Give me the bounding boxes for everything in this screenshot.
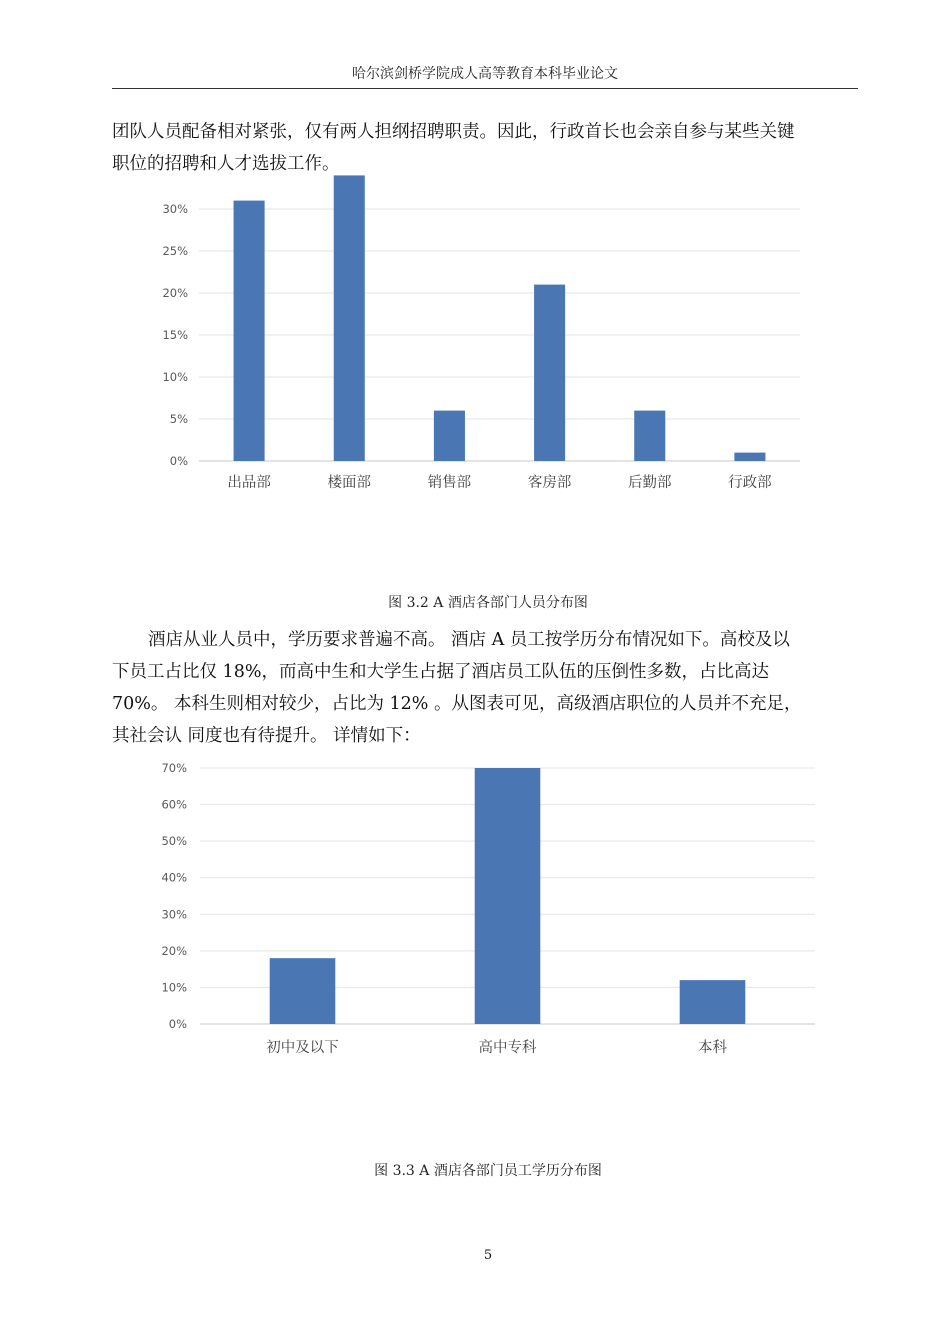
- bar-销售部: [434, 411, 465, 461]
- y-tick-label: 10%: [162, 370, 188, 384]
- paragraph-2-line-4: 其社会认 同度也有待提升。 详情如下：: [112, 726, 421, 746]
- x-category-label: 行政部: [728, 475, 772, 491]
- bar-高中专科: [475, 768, 541, 1024]
- bar-后勤部: [634, 411, 665, 461]
- y-tick-label: 5%: [169, 412, 188, 426]
- y-tick-label: 20%: [161, 943, 187, 958]
- y-tick-label: 0%: [169, 454, 188, 468]
- y-tick-label: 0%: [168, 1017, 187, 1031]
- page-number: 5: [483, 1248, 493, 1263]
- x-category-label: 出品部: [227, 475, 271, 491]
- y-tick-label: 60%: [161, 797, 187, 812]
- x-category-label: 初中及以下: [266, 1040, 339, 1056]
- y-tick-label: 20%: [162, 286, 188, 300]
- bar-楼面部: [334, 175, 365, 461]
- bar-客房部: [534, 285, 565, 461]
- x-category-label: 销售部: [427, 475, 472, 491]
- figure-1-caption: 图 3.2 A 酒店各部门人员分布图: [388, 595, 588, 611]
- header-title: 哈尔滨剑桥学院成人高等教育本科毕业论文: [352, 66, 618, 82]
- paragraph-2-line-2: 下员工占比仅 18%，而高中生和大学生占据了酒店员工队伍的压倒性多数，占比高达: [112, 662, 769, 682]
- y-tick-label: 40%: [161, 870, 187, 885]
- paragraph-1-line-2: 职位的招聘和人才选拔工作。: [112, 154, 340, 174]
- x-category-label: 后勤部: [628, 475, 672, 491]
- paragraph-2-line-1: 酒店从业人员中，学历要求普遍不高。 酒店 A 员工按学历分布情况如下。高校及以: [148, 630, 790, 650]
- x-category-label: 楼面部: [327, 475, 371, 491]
- bar-本科: [680, 980, 746, 1024]
- y-tick-label: 30%: [161, 907, 187, 922]
- paragraph-2: [112, 624, 862, 752]
- bar-出品部: [234, 201, 265, 461]
- x-category-label: 本科: [698, 1040, 727, 1056]
- y-tick-label: 15%: [162, 328, 188, 342]
- y-tick-label: 10%: [161, 980, 187, 995]
- figure-2-caption: 图 3.3 A 酒店各部门员工学历分布图: [374, 1163, 602, 1179]
- y-tick-label: 30%: [162, 202, 188, 216]
- paragraph-1-line-1: 团队人员配备相对紧张，仅有两人担纲招聘职责。因此，行政首长也会亲自参与某些关键: [112, 122, 795, 142]
- paragraph-2-line-3: 70%。 本科生则相对较少，占比为 12% 。从图表可见，高级酒店职位的人员并不充足，: [112, 694, 802, 714]
- x-category-label: 高中专科: [478, 1040, 537, 1056]
- x-category-label: 客房部: [527, 475, 572, 491]
- y-tick-label: 25%: [162, 244, 188, 258]
- y-tick-label: 50%: [161, 834, 187, 849]
- bar-行政部: [734, 453, 765, 461]
- bar-初中及以下: [270, 958, 336, 1024]
- y-tick-label: 70%: [161, 761, 187, 775]
